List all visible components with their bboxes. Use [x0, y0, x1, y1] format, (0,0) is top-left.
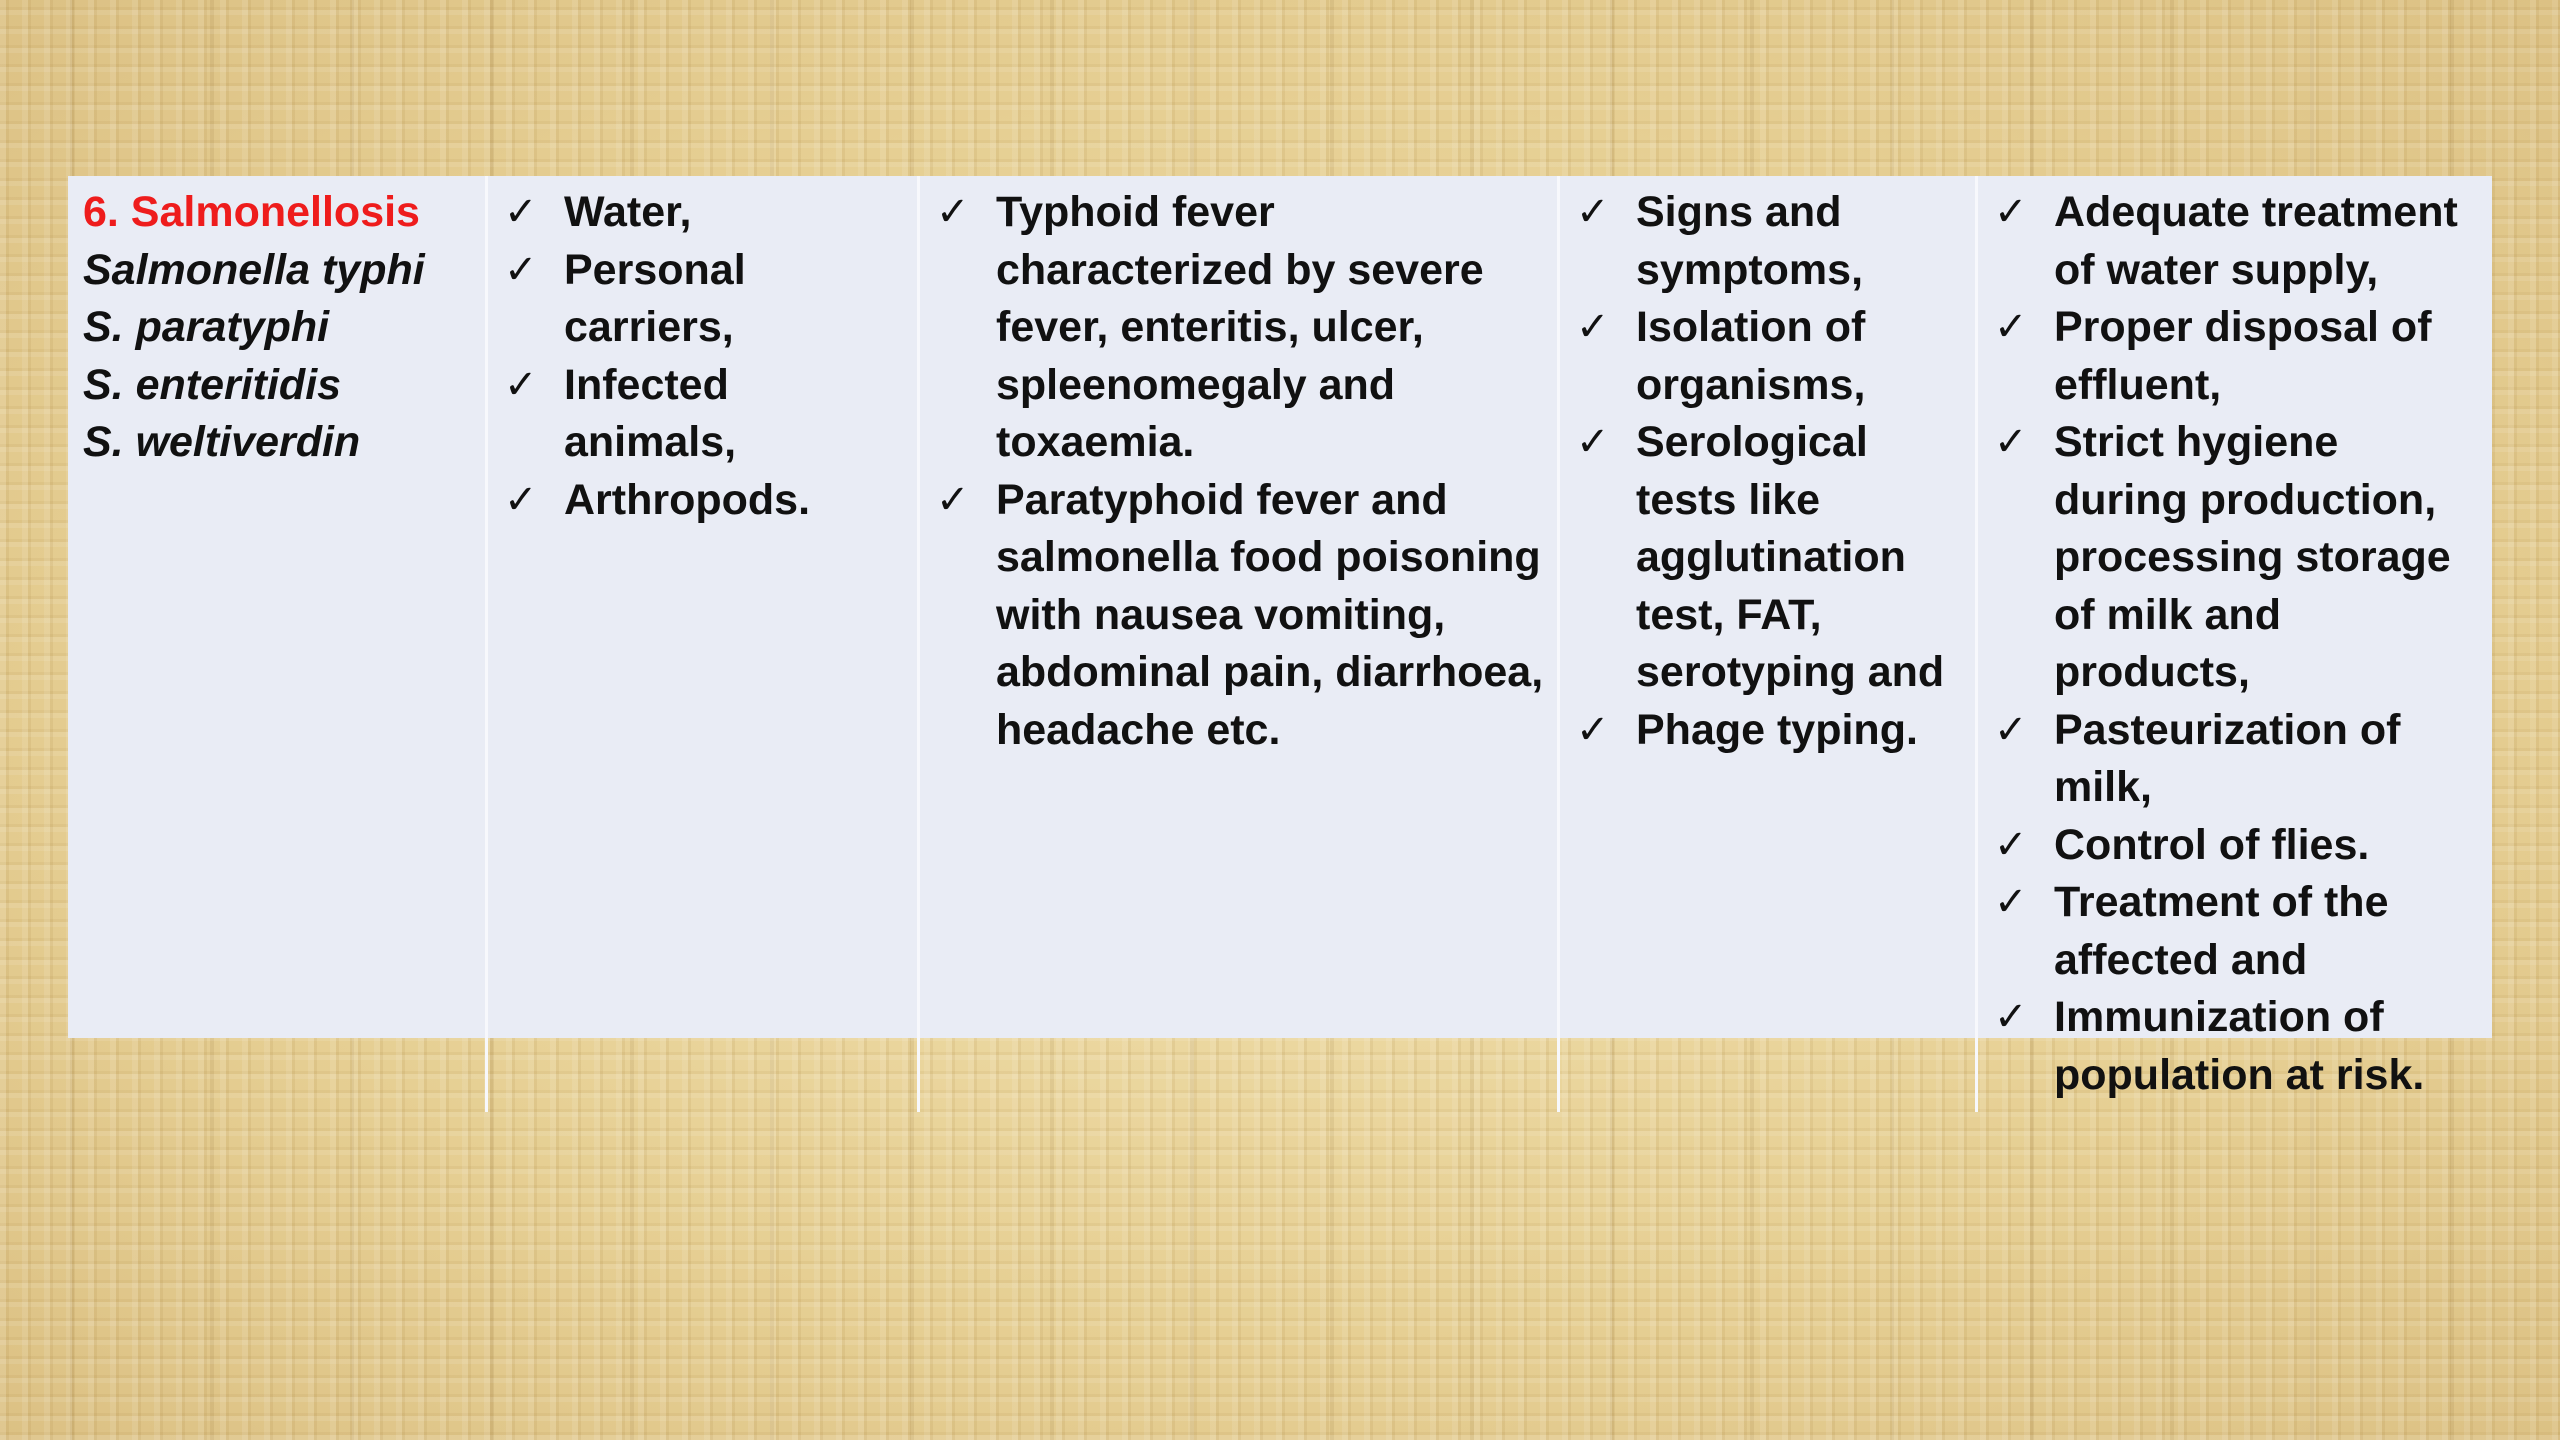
- check-icon: ✓: [504, 246, 538, 293]
- symptoms-column: [920, 176, 1560, 1112]
- list-item: [502, 184, 907, 242]
- check-icon: ✓: [936, 189, 970, 235]
- disease-table: [68, 176, 2492, 1099]
- list-item: [1574, 299, 1965, 414]
- sources-list: [502, 184, 907, 529]
- list-item: [1992, 874, 2482, 989]
- list-item-text: Paratyphoid fever and salmonella food poisoning with nausea vomiting, abdominal pain, diarrhoea, headache etc.: [996, 475, 1544, 754]
- list-item-text: Pasteurization of milk,: [2054, 705, 2401, 811]
- list-item: [934, 184, 1547, 472]
- diagnosis-column: [1560, 176, 1978, 1112]
- check-icon: ✓: [504, 476, 538, 523]
- list-item-text: Adequate treatment of water supply,: [2054, 188, 2458, 294]
- list-item-text: Typhoid fever characterized by severe fever, enteritis, ulcer, spleenomegaly and toxaemia.: [996, 188, 1484, 466]
- list-item-text: Control of flies.: [2054, 820, 2370, 869]
- list-item: [1574, 414, 1965, 702]
- list-item-text: Strict hygiene during production, processing storage of milk and products,: [2054, 418, 2451, 696]
- organism-name: S. weltiverdin: [83, 418, 361, 466]
- organism-name: Salmonella typhi: [83, 245, 425, 294]
- check-icon: ✓: [504, 361, 538, 408]
- list-item: [934, 472, 1547, 760]
- list-item: [1992, 702, 2482, 817]
- list-item: [1992, 817, 2482, 875]
- check-icon: ✓: [1994, 994, 2028, 1040]
- list-item: [1992, 184, 2482, 299]
- list-item-text: Isolation of organisms,: [1636, 303, 1866, 409]
- list-item-text: Infected animals,: [564, 360, 737, 466]
- sources-column: [488, 176, 920, 1112]
- list-item-text: Signs and symptoms,: [1636, 188, 1864, 294]
- prevention-list: [1992, 184, 2482, 1104]
- list-item: [502, 357, 907, 472]
- organism-name: S. paratyphi: [83, 303, 330, 351]
- check-icon: ✓: [1994, 821, 2028, 868]
- list-item: [502, 242, 907, 357]
- check-icon: ✓: [1994, 706, 2028, 753]
- check-icon: ✓: [1576, 419, 1610, 465]
- list-item-text: Treatment of the affected and: [2054, 878, 2389, 984]
- list-item-text: Phage typing.: [1636, 705, 1918, 754]
- list-item-text: Serological tests like agglutination test, FAT, serotyping and: [1636, 418, 1945, 696]
- list-item-text: Proper disposal of effluent,: [2054, 303, 2432, 409]
- list-item-text: Arthropods.: [564, 475, 811, 524]
- check-icon: ✓: [1994, 419, 2028, 465]
- check-icon: ✓: [504, 189, 538, 235]
- prevention-column: [1978, 176, 2492, 1112]
- check-icon: ✓: [1576, 189, 1610, 235]
- check-icon: ✓: [1576, 706, 1610, 753]
- disease-column: [68, 176, 488, 1112]
- list-item-text: Personal carriers,: [564, 245, 746, 351]
- check-icon: ✓: [1994, 879, 2028, 925]
- check-icon: ✓: [1994, 304, 2028, 350]
- check-icon: ✓: [1994, 189, 2028, 235]
- list-item: [1574, 702, 1965, 760]
- list-item: [1992, 414, 2482, 702]
- organism-name: S. enteritidis: [83, 360, 342, 409]
- list-item-text: Immunization of population at risk.: [2054, 993, 2425, 1099]
- symptoms-list: [934, 184, 1547, 759]
- check-icon: ✓: [936, 476, 970, 523]
- list-item: [1574, 184, 1965, 299]
- diagnosis-list: [1574, 184, 1965, 759]
- list-item-text: Water,: [564, 188, 692, 236]
- list-item: [502, 472, 907, 530]
- check-icon: ✓: [1576, 304, 1610, 350]
- list-item: [1992, 299, 2482, 414]
- list-item: [1992, 989, 2482, 1104]
- disease-title: 6. Salmonellosis: [83, 188, 420, 236]
